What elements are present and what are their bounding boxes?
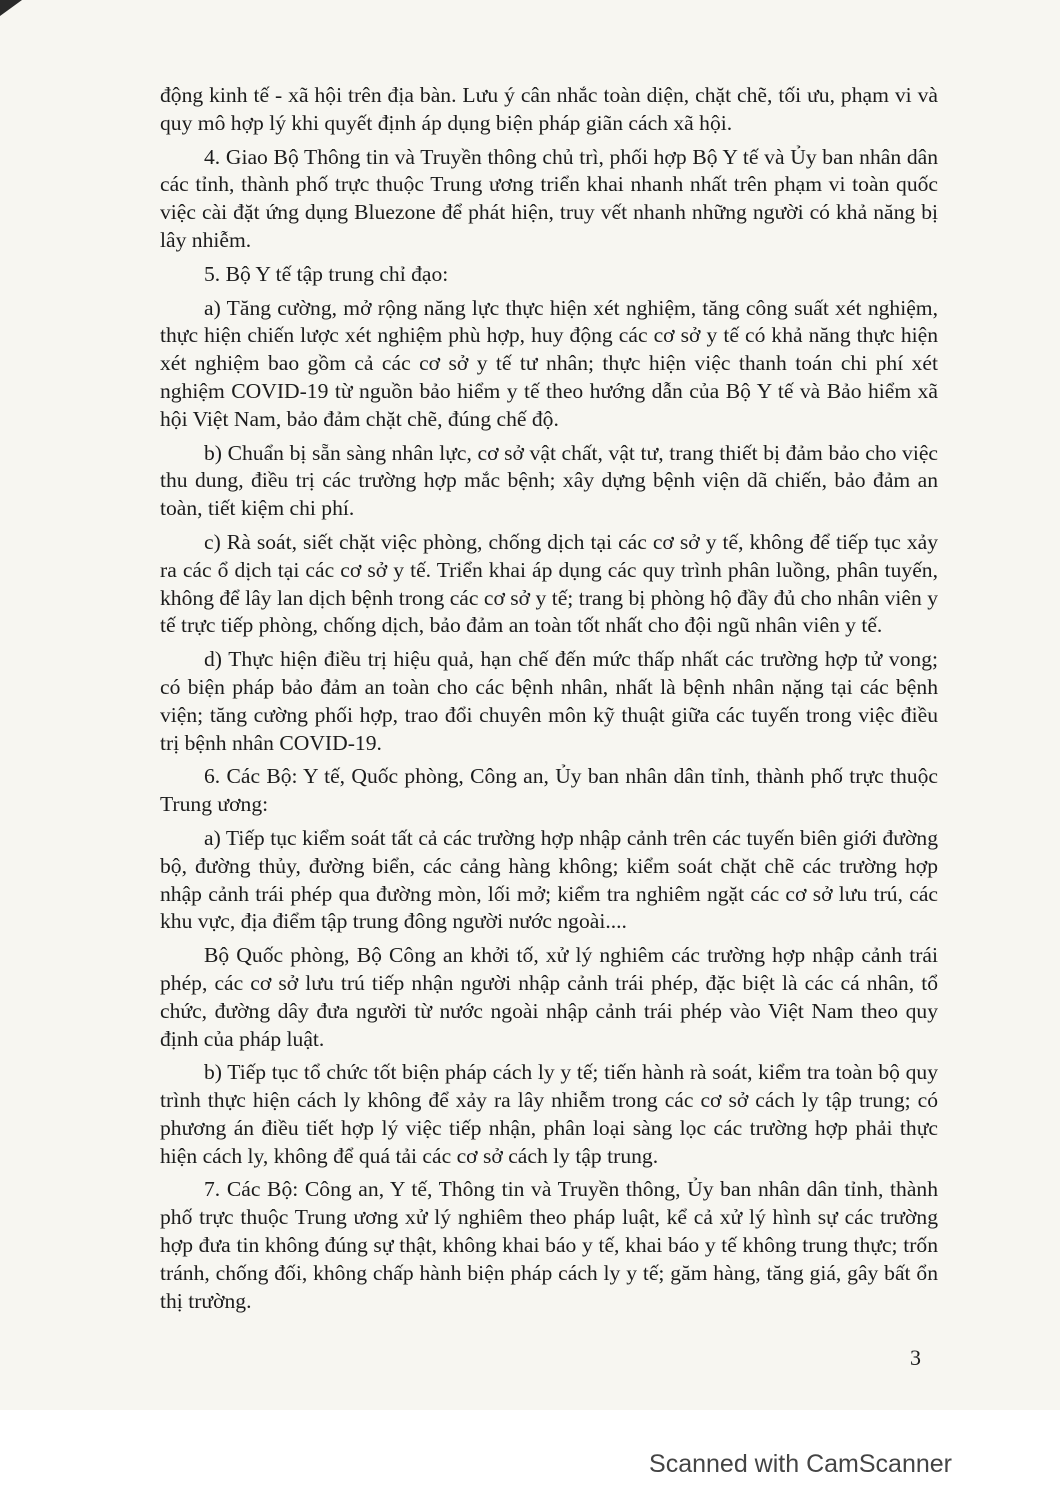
paragraph: a) Tiếp tục kiểm soát tất cả các trường hợp nhập cảnh trên các tuyến biên giới đường bộ, đường thủy, đường biển, các cảng hàng không; kiểm soát chặt chẽ các trường hợp nhập cảnh trái phép qua đường mòn, lối mở; kiểm tra nghiêm ngặt các cơ sở lưu trú, các khu vực, địa điểm tập trung đông người nước ngoài.... [160,825,938,934]
paragraph: b) Tiếp tục tổ chức tốt biện pháp cách ly y tế; tiến hành rà soát, kiểm tra toàn bộ quy trình thực hiện cách ly không để xảy ra lây nhiễm trong các cơ sở cách ly tập trung; có phương án điều tiết hợp lý việc tiếp nhận, phân loại sàng lọc các trường hợp phải thực hiện cách ly, không để quá tải các cơ sở cách ly tập trung. [160,1060,938,1168]
paragraph: a) Tăng cường, mở rộng năng lực thực hiện xét nghiệm, tăng công suất xét nghiệm, thực hiện chiến lược xét nghiệm phù hợp, huy động các cơ sở y tế có khả năng thực hiện xét nghiệm bao gồm cả các cơ sở y tế tư nhân; thực hiện việc thanh toán chi phí xét nghiệm COVID-19 từ nguồn bảo hiểm y tế theo hướng dẫn của Bộ Y tế và Bảo hiểm xã hội Việt Nam, bảo đảm chặt chẽ, đúng chế độ. [160,295,938,431]
paragraph: 7. Các Bộ: Công an, Y tế, Thông tin và Truyền thông, Ủy ban nhân dân tỉnh, thành phố trực thuộc Trung ương xử lý nghiêm theo pháp luật, kể cả xử lý hình sự các trường hợp đưa tin không đúng sự thật, không khai báo y tế, khai báo y tế không trung thực; trốn tránh, chống đối, không chấp hành biện pháp cách ly y tế; găm hàng, tăng giá, gây bất ổn thị trường. [160,1177,938,1313]
paragraph: b) Chuẩn bị sẵn sàng nhân lực, cơ sở vật chất, vật tư, trang thiết bị đảm bảo cho việc thu dung, điều trị các trường hợp mắc bệnh; xây dựng bệnh viện dã chiến, bảo đảm an toàn, tiết kiệm chi phí. [160,440,938,521]
scan-corner-mark [0,0,22,16]
camscanner-watermark: Scanned with CamScanner [649,1450,952,1478]
paragraph: c) Rà soát, siết chặt việc phòng, chống dịch tại các cơ sở y tế, không để tiếp tục xảy ra các ổ dịch tại các cơ sở y tế. Triển khai áp dụng các quy trình phân luồng, phân tuyến, không để lây lan dịch bệnh trong các cơ sở y tế; trang bị phòng hộ đầy đủ cho nhân viên y tế trực tiếp phòng, chống dịch, bảo đảm an toàn tốt nhất cho đội ngũ nhân viên y tế. [160,529,938,638]
document-body [160,82,938,1321]
paragraph: 5. Bộ Y tế tập trung chỉ đạo: [204,261,449,286]
paragraph: 4. Giao Bộ Thông tin và Truyền thông chủ trì, phối hợp Bộ Y tế và Ủy ban nhân dân các tỉnh, thành phố trực thuộc Trung ương triển khai nhanh nhất trên phạm vi toàn quốc việc cài đặt ứng dụng Bluezone để phát hiện, truy vết nhanh những người có khả năng bị lây nhiễm. [160,144,938,252]
paragraph: động kinh tế - xã hội trên địa bàn. Lưu ý cân nhắc toàn diện, chặt chẽ, tối ưu, phạm vi và quy mô hợp lý khi quyết định áp dụng biện pháp giãn cách xã hội. [160,83,938,135]
paragraph: Bộ Quốc phòng, Bộ Công an khởi tố, xử lý nghiêm các trường hợp nhập cảnh trái phép, các cơ sở lưu trú tiếp nhận người nhập cảnh trái phép, đặc biệt là các cá nhân, tổ chức, đường dây đưa người từ nước ngoài nhập cảnh trái phép vào Việt Nam theo quy định của pháp luật. [160,943,938,1051]
paragraph: d) Thực hiện điều trị hiệu quả, hạn chế đến mức thấp nhất các trường hợp tử vong; có biện pháp bảo đảm an toàn cho các bệnh nhân, nhất là bệnh nhân nặng tại các bệnh viện; tăng cường phối hợp, trao đổi chuyên môn kỹ thuật giữa các tuyến trong việc điều trị bệnh nhân COVID-19. [160,647,938,755]
paragraph: 6. Các Bộ: Y tế, Quốc phòng, Công an, Ủy ban nhân dân tỉnh, thành phố trực thuộc Trung ương: [160,764,938,817]
page-number: 3 [910,1345,921,1370]
